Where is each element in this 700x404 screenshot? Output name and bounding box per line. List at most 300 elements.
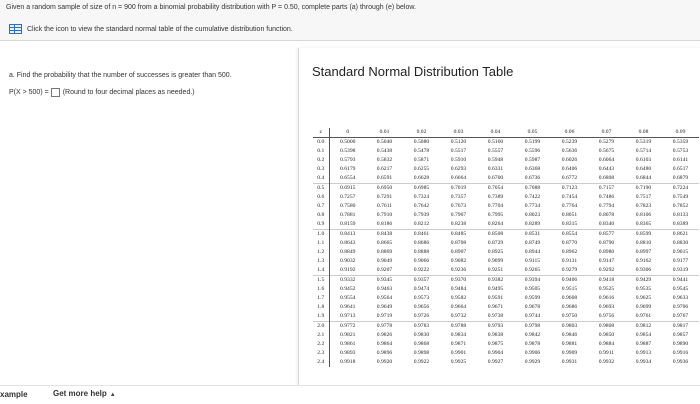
table-cell: 0.6664 bbox=[450, 175, 467, 181]
z-value: 0.3 bbox=[313, 165, 329, 174]
table-cell: 0.9931 bbox=[561, 359, 578, 365]
table-cell: 0.5948 bbox=[487, 157, 504, 163]
table-cell: 0.7852 bbox=[672, 203, 689, 209]
table-cell: 0.5636 bbox=[561, 148, 578, 154]
table-cell: 0.8810 bbox=[635, 240, 652, 246]
table-cell: 0.5279 bbox=[598, 139, 615, 145]
table-cell: 0.7967 bbox=[450, 212, 467, 218]
table-cell: 0.9913 bbox=[635, 350, 652, 356]
table-cell: 0.9812 bbox=[625, 322, 662, 332]
table-cell: 0.7224 bbox=[662, 184, 699, 194]
table-cell: 0.9147 bbox=[598, 258, 615, 264]
table-cell: 0.5910 bbox=[450, 157, 467, 163]
table-cell: 0.7673 bbox=[450, 203, 467, 209]
table-cell: 0.9429 bbox=[625, 276, 662, 286]
table-cell: 0.9798 bbox=[514, 322, 551, 332]
table-cell: 0.7794 bbox=[598, 203, 615, 209]
table-cell: 0.8238 bbox=[450, 221, 467, 227]
table-cell: 0.5478 bbox=[413, 148, 430, 154]
table-icon[interactable] bbox=[9, 24, 22, 34]
table-cell: 0.8665 bbox=[376, 240, 393, 246]
z-value: 2.4 bbox=[313, 358, 329, 367]
z-value: 1.9 bbox=[313, 312, 329, 322]
table-cell: 0.5793 bbox=[340, 157, 356, 163]
table-cell: 0.9909 bbox=[561, 350, 578, 356]
table-cell: 0.9452 bbox=[340, 286, 356, 292]
table-cell: 0.9887 bbox=[635, 341, 652, 347]
table-cell: 0.6255 bbox=[413, 166, 430, 172]
normal-distribution-table bbox=[313, 128, 699, 367]
table-row bbox=[313, 147, 699, 156]
table-row bbox=[313, 349, 699, 358]
table-cell: 0.8907 bbox=[450, 249, 467, 255]
table-cell: 0.9861 bbox=[340, 341, 356, 347]
table-cell: 0.9222 bbox=[413, 267, 430, 273]
table-cell: 0.5438 bbox=[376, 148, 393, 154]
table-cell: 0.8315 bbox=[561, 221, 578, 227]
table-cell: 0.9406 bbox=[551, 276, 588, 286]
table-cell: 0.7123 bbox=[551, 184, 588, 194]
table-cell: 0.9608 bbox=[561, 295, 578, 301]
table-cell: 0.6293 bbox=[450, 166, 467, 172]
table-cell: 0.9693 bbox=[598, 304, 615, 310]
column-header: 0.08 bbox=[625, 128, 662, 138]
z-value: 2.2 bbox=[313, 340, 329, 349]
z-value: 1.6 bbox=[313, 285, 329, 294]
table-cell: 0.9719 bbox=[376, 313, 393, 319]
table-cell: 0.9761 bbox=[635, 313, 652, 319]
table-cell: 0.9878 bbox=[524, 341, 541, 347]
table-cell: 0.9515 bbox=[561, 286, 578, 292]
table-cell: 0.9920 bbox=[376, 359, 393, 365]
part-a-prompt: a. Find the probability that the number of successes is greater than 500. bbox=[9, 72, 232, 79]
table-cell: 0.9817 bbox=[662, 322, 699, 332]
table-cell: 0.8980 bbox=[598, 249, 615, 255]
table-cell: 0.5987 bbox=[524, 157, 541, 163]
z-value: 2.3 bbox=[313, 349, 329, 358]
column-header: 0.01 bbox=[366, 128, 403, 138]
table-cell: 0.9474 bbox=[413, 286, 430, 292]
caret-up-icon: ▲ bbox=[109, 392, 116, 398]
table-cell: 0.9918 bbox=[340, 359, 356, 365]
table-cell: 0.9846 bbox=[561, 332, 578, 338]
table-cell: 0.9332 bbox=[329, 276, 366, 286]
table-cell: 0.9756 bbox=[598, 313, 615, 319]
table-cell: 0.8849 bbox=[340, 249, 356, 255]
table-cell: 0.9484 bbox=[450, 286, 467, 292]
z-value: 0.7 bbox=[313, 202, 329, 211]
table-row bbox=[313, 322, 699, 332]
table-cell: 0.9525 bbox=[598, 286, 615, 292]
popup-title: Standard Normal Distribution Table bbox=[312, 64, 514, 79]
z-value: 2.1 bbox=[313, 331, 329, 340]
table-cell: 0.6985 bbox=[403, 184, 440, 194]
table-cell: 0.6026 bbox=[561, 157, 578, 163]
table-cell: 0.8708 bbox=[450, 240, 467, 246]
table-cell: 0.9925 bbox=[450, 359, 467, 365]
table-cell: 0.9664 bbox=[450, 304, 467, 310]
help-label: Get more help bbox=[53, 389, 107, 398]
table-cell: 0.9495 bbox=[487, 286, 504, 292]
table-cell: 0.7642 bbox=[413, 203, 430, 209]
table-row bbox=[313, 156, 699, 165]
table-cell: 0.6844 bbox=[635, 175, 652, 181]
table-cell: 0.5199 bbox=[524, 139, 541, 145]
table-row bbox=[313, 257, 699, 266]
column-header: 0.06 bbox=[551, 128, 588, 138]
table-cell: 0.6772 bbox=[561, 175, 578, 181]
table-cell: 0.6628 bbox=[413, 175, 430, 181]
table-cell: 0.9788 bbox=[440, 322, 477, 332]
table-row bbox=[313, 138, 699, 148]
z-value: 1.5 bbox=[313, 276, 329, 286]
table-cell: 0.5120 bbox=[450, 139, 467, 145]
table-cell: 0.8289 bbox=[524, 221, 541, 227]
table-row bbox=[313, 331, 699, 340]
table-cell: 0.9854 bbox=[635, 332, 652, 338]
table-header-row bbox=[313, 128, 699, 138]
table-cell: 0.8925 bbox=[487, 249, 504, 255]
table-cell: 0.6517 bbox=[672, 166, 689, 172]
table-cell: 0.9713 bbox=[340, 313, 356, 319]
table-cell: 0.7939 bbox=[413, 212, 430, 218]
table-cell: 0.7422 bbox=[524, 194, 541, 200]
table-link[interactable] bbox=[9, 23, 293, 35]
table-cell: 0.9418 bbox=[588, 276, 625, 286]
table-cell: 0.9115 bbox=[524, 258, 541, 264]
table-cell: 0.9177 bbox=[672, 258, 689, 264]
table-cell: 0.5517 bbox=[450, 148, 467, 154]
answer-line bbox=[9, 88, 195, 97]
table-cell: 0.7549 bbox=[672, 194, 689, 200]
table-cell: 0.9649 bbox=[376, 304, 393, 310]
question-text: Given a random sample of size of n = 900 from a binomial probability distribution with P = 0.50, complete parts (a) through (e) below. bbox=[6, 4, 416, 11]
table-cell: 0.5160 bbox=[487, 139, 504, 145]
table-cell: 0.9265 bbox=[524, 267, 541, 273]
z-value: 0.1 bbox=[313, 147, 329, 156]
table-cell: 0.9793 bbox=[477, 322, 514, 332]
table-cell: 0.9898 bbox=[413, 350, 430, 356]
table-cell: 0.8051 bbox=[561, 212, 578, 218]
table-cell: 0.5753 bbox=[672, 148, 689, 154]
table-cell: 0.9936 bbox=[672, 359, 689, 365]
table-cell: 0.6064 bbox=[598, 157, 615, 163]
table-cell: 0.8023 bbox=[524, 212, 541, 218]
table-cell: 0.8686 bbox=[413, 240, 430, 246]
table-cell: 0.5040 bbox=[376, 139, 393, 145]
table-cell: 0.9904 bbox=[487, 350, 504, 356]
table-cell: 0.8770 bbox=[561, 240, 578, 246]
table-cell: 0.9625 bbox=[635, 295, 652, 301]
table-cell: 0.9599 bbox=[524, 295, 541, 301]
table-cell: 0.9207 bbox=[376, 267, 393, 273]
table-cell: 0.6406 bbox=[561, 166, 578, 172]
table-cell: 0.9641 bbox=[340, 304, 356, 310]
table-cell: 0.9582 bbox=[450, 295, 467, 301]
table-cell: 0.9922 bbox=[413, 359, 430, 365]
table-cell: 0.6950 bbox=[366, 184, 403, 194]
z-value: 1.1 bbox=[313, 239, 329, 248]
z-value: 0.9 bbox=[313, 220, 329, 230]
z-value: 0.2 bbox=[313, 156, 329, 165]
table-cell: 0.8962 bbox=[561, 249, 578, 255]
table-cell: 0.8078 bbox=[598, 212, 615, 218]
table-cell: 0.7823 bbox=[635, 203, 652, 209]
table-cell: 0.9545 bbox=[672, 286, 689, 292]
table-cell: 0.6808 bbox=[598, 175, 615, 181]
table-cell: 0.9871 bbox=[450, 341, 467, 347]
z-value: 0.0 bbox=[313, 138, 329, 148]
table-cell: 0.9772 bbox=[329, 322, 366, 332]
z-value: 1.2 bbox=[313, 248, 329, 257]
table-row bbox=[313, 248, 699, 257]
table-cell: 0.9573 bbox=[413, 295, 430, 301]
table-cell: 0.9554 bbox=[340, 295, 356, 301]
normal-table-popup bbox=[298, 48, 700, 385]
table-cell: 0.5239 bbox=[561, 139, 578, 145]
table-row bbox=[313, 174, 699, 184]
table-cell: 0.9616 bbox=[598, 295, 615, 301]
table-cell: 0.8340 bbox=[598, 221, 615, 227]
table-cell: 0.9767 bbox=[672, 313, 689, 319]
table-cell: 0.5000 bbox=[340, 139, 356, 145]
probability-expression: P(X > 500) = bbox=[9, 89, 49, 96]
table-cell: 0.8508 bbox=[477, 230, 514, 240]
table-cell: 0.9357 bbox=[403, 276, 440, 286]
table-cell: 0.9319 bbox=[672, 267, 689, 273]
table-cell: 0.6368 bbox=[524, 166, 541, 172]
table-cell: 0.7995 bbox=[487, 212, 504, 218]
table-cell: 0.6103 bbox=[635, 157, 652, 163]
table-cell: 0.8461 bbox=[403, 230, 440, 240]
column-header: 0.07 bbox=[588, 128, 625, 138]
table-cell: 0.7389 bbox=[487, 194, 504, 200]
example-label: xample bbox=[0, 390, 28, 399]
table-cell: 0.8485 bbox=[440, 230, 477, 240]
table-row bbox=[313, 230, 699, 240]
table-cell: 0.9441 bbox=[662, 276, 699, 286]
table-cell: 0.7910 bbox=[376, 212, 393, 218]
table-cell: 0.5080 bbox=[413, 139, 430, 145]
table-cell: 0.8212 bbox=[413, 221, 430, 227]
table-cell: 0.5871 bbox=[413, 157, 430, 163]
table-cell: 0.9934 bbox=[635, 359, 652, 365]
table-cell: 0.8186 bbox=[376, 221, 393, 227]
table-cell: 0.8888 bbox=[413, 249, 430, 255]
z-value: 2.0 bbox=[313, 322, 329, 332]
table-cell: 0.5557 bbox=[487, 148, 504, 154]
table-cell: 0.7486 bbox=[598, 194, 615, 200]
table-cell: 0.7257 bbox=[340, 194, 356, 200]
table-cell: 0.9893 bbox=[340, 350, 356, 356]
column-header: 0.04 bbox=[477, 128, 514, 138]
z-value: 0.8 bbox=[313, 211, 329, 220]
table-cell: 0.9916 bbox=[672, 350, 689, 356]
table-row bbox=[313, 202, 699, 211]
table-row bbox=[313, 184, 699, 194]
table-cell: 0.9505 bbox=[524, 286, 541, 292]
table-cell: 0.5714 bbox=[635, 148, 652, 154]
table-cell: 0.9868 bbox=[413, 341, 430, 347]
z-value: 1.0 bbox=[313, 230, 329, 240]
table-cell: 0.9066 bbox=[413, 258, 430, 264]
table-cell: 0.8944 bbox=[524, 249, 541, 255]
table-cell: 0.9656 bbox=[413, 304, 430, 310]
table-cell: 0.8830 bbox=[672, 240, 689, 246]
z-value: 1.4 bbox=[313, 266, 329, 276]
z-value: 1.7 bbox=[313, 294, 329, 303]
table-cell: 0.8389 bbox=[672, 221, 689, 227]
z-value: 0.5 bbox=[313, 184, 329, 194]
table-cell: 0.9838 bbox=[487, 332, 504, 338]
table-cell: 0.8264 bbox=[487, 221, 504, 227]
table-cell: 0.7517 bbox=[635, 194, 652, 200]
column-header: 0 bbox=[329, 128, 366, 138]
table-cell: 0.8643 bbox=[340, 240, 356, 246]
table-cell: 0.9726 bbox=[413, 313, 430, 319]
table-cell: 0.9932 bbox=[598, 359, 615, 365]
table-cell: 0.9394 bbox=[514, 276, 551, 286]
table-cell: 0.7088 bbox=[514, 184, 551, 194]
bottom-bar bbox=[0, 385, 700, 404]
table-cell: 0.9032 bbox=[340, 258, 356, 264]
table-cell: 0.7580 bbox=[340, 203, 356, 209]
table-cell: 0.9778 bbox=[366, 322, 403, 332]
table-cell: 0.7190 bbox=[625, 184, 662, 194]
table-cell: 0.9826 bbox=[376, 332, 393, 338]
table-cell: 0.6331 bbox=[487, 166, 504, 172]
table-cell: 0.9131 bbox=[561, 258, 578, 264]
table-row bbox=[313, 294, 699, 303]
table-cell: 0.8106 bbox=[635, 212, 652, 218]
table-cell: 0.8997 bbox=[635, 249, 652, 255]
table-cell: 0.9850 bbox=[598, 332, 615, 338]
table-cell: 0.6141 bbox=[672, 157, 689, 163]
z-value: 0.6 bbox=[313, 193, 329, 202]
answer-input[interactable] bbox=[51, 88, 60, 97]
table-cell: 0.6480 bbox=[635, 166, 652, 172]
table-cell: 0.8554 bbox=[551, 230, 588, 240]
get-more-help-button[interactable] bbox=[53, 389, 116, 398]
column-header: 0.02 bbox=[403, 128, 440, 138]
table-cell: 0.8621 bbox=[662, 230, 699, 240]
table-cell: 0.7454 bbox=[561, 194, 578, 200]
table-cell: 0.5398 bbox=[340, 148, 356, 154]
table-cell: 0.9279 bbox=[561, 267, 578, 273]
table-cell: 0.9706 bbox=[672, 304, 689, 310]
table-cell: 0.8749 bbox=[524, 240, 541, 246]
table-cell: 0.7157 bbox=[588, 184, 625, 194]
table-link-text: Click the icon to view the standard normal table of the cumulative distribution function. bbox=[27, 25, 293, 33]
table-cell: 0.9884 bbox=[598, 341, 615, 347]
table-cell: 0.9099 bbox=[487, 258, 504, 264]
table-cell: 0.9834 bbox=[450, 332, 467, 338]
table-cell: 0.6217 bbox=[376, 166, 393, 172]
table-row bbox=[313, 220, 699, 230]
table-row bbox=[313, 312, 699, 322]
table-cell: 0.6879 bbox=[672, 175, 689, 181]
table-cell: 0.8790 bbox=[598, 240, 615, 246]
table-cell: 0.9678 bbox=[524, 304, 541, 310]
z-header: z bbox=[313, 128, 329, 138]
table-cell: 0.9821 bbox=[340, 332, 356, 338]
table-cell: 0.7611 bbox=[376, 203, 393, 209]
table-cell: 0.8869 bbox=[376, 249, 393, 255]
table-cell: 0.5319 bbox=[635, 139, 652, 145]
table-cell: 0.9901 bbox=[450, 350, 467, 356]
column-header: 0.03 bbox=[440, 128, 477, 138]
table-cell: 0.5359 bbox=[672, 139, 689, 145]
table-cell: 0.7734 bbox=[524, 203, 541, 209]
table-cell: 0.9306 bbox=[635, 267, 652, 273]
table-cell: 0.6554 bbox=[340, 175, 356, 181]
table-cell: 0.9292 bbox=[598, 267, 615, 273]
table-row bbox=[313, 193, 699, 202]
table-cell: 0.7881 bbox=[340, 212, 356, 218]
table-cell: 0.9911 bbox=[598, 350, 615, 356]
table-cell: 0.8599 bbox=[625, 230, 662, 240]
table-cell: 0.9864 bbox=[376, 341, 393, 347]
table-cell: 0.9842 bbox=[524, 332, 541, 338]
z-value: 1.3 bbox=[313, 257, 329, 266]
question-header bbox=[0, 0, 700, 41]
table-cell: 0.9875 bbox=[487, 341, 504, 347]
table-cell: 0.9699 bbox=[635, 304, 652, 310]
table-row bbox=[313, 266, 699, 276]
table-row bbox=[313, 285, 699, 294]
column-header: 0.05 bbox=[514, 128, 551, 138]
table-row bbox=[313, 211, 699, 220]
table-cell: 0.6700 bbox=[487, 175, 504, 181]
z-value: 1.8 bbox=[313, 303, 329, 312]
table-cell: 0.9744 bbox=[524, 313, 541, 319]
table-cell: 0.9251 bbox=[487, 267, 504, 273]
table-cell: 0.9591 bbox=[487, 295, 504, 301]
table-cell: 0.9345 bbox=[366, 276, 403, 286]
table-cell: 0.5832 bbox=[376, 157, 393, 163]
table-row bbox=[313, 303, 699, 312]
table-cell: 0.5675 bbox=[598, 148, 615, 154]
table-cell: 0.9890 bbox=[672, 341, 689, 347]
table-cell: 0.9015 bbox=[672, 249, 689, 255]
table-cell: 0.7764 bbox=[561, 203, 578, 209]
table-cell: 0.9906 bbox=[524, 350, 541, 356]
table-cell: 0.9830 bbox=[413, 332, 430, 338]
table-cell: 0.7324 bbox=[413, 194, 430, 200]
table-cell: 0.6915 bbox=[329, 184, 366, 194]
table-cell: 0.9783 bbox=[403, 322, 440, 332]
table-cell: 0.9382 bbox=[477, 276, 514, 286]
table-cell: 0.8159 bbox=[340, 221, 356, 227]
table-cell: 0.6736 bbox=[524, 175, 541, 181]
table-cell: 0.9750 bbox=[561, 313, 578, 319]
z-value: 0.4 bbox=[313, 174, 329, 184]
table-cell: 0.9857 bbox=[672, 332, 689, 338]
table-cell: 0.8365 bbox=[635, 221, 652, 227]
table-cell: 0.7704 bbox=[487, 203, 504, 209]
table-cell: 0.6443 bbox=[598, 166, 615, 172]
table-cell: 0.9896 bbox=[376, 350, 393, 356]
table-cell: 0.9082 bbox=[450, 258, 467, 264]
question-pane bbox=[0, 41, 295, 381]
table-row bbox=[313, 340, 699, 349]
table-row bbox=[313, 358, 699, 367]
table-cell: 0.8438 bbox=[366, 230, 403, 240]
table-row bbox=[313, 276, 699, 286]
table-cell: 0.6591 bbox=[376, 175, 393, 181]
table-cell: 0.9929 bbox=[524, 359, 541, 365]
table-cell: 0.9881 bbox=[561, 341, 578, 347]
